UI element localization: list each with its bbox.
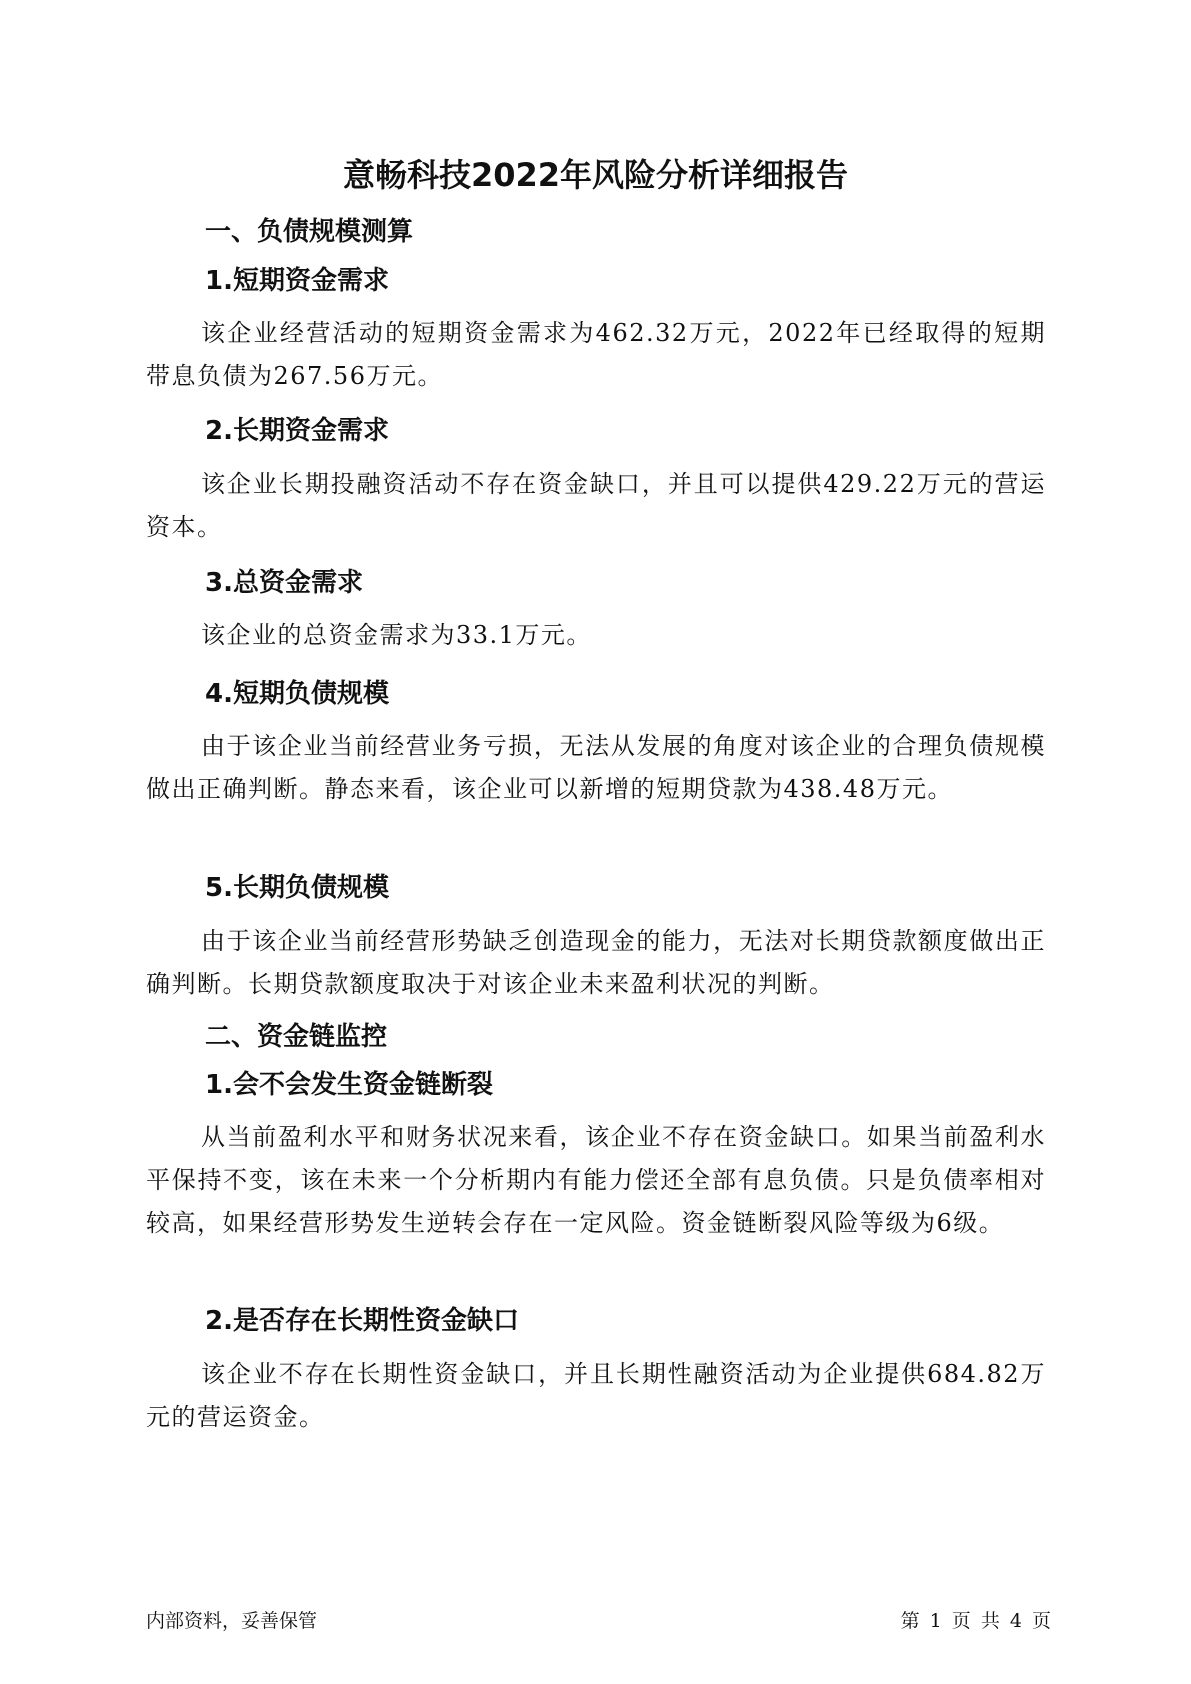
subheading-capital-chain-break: 1.会不会发生资金链断裂: [205, 1070, 493, 1100]
paragraph-short-term-funding: 该企业经营活动的短期资金需求为462.32万元，2022年已经取得的短期带息负债为267.56万元。: [146, 319, 1046, 390]
document-title: 意畅科技2022年风险分析详细报告: [342, 156, 849, 194]
subheading-long-term-liability: 5.长期负债规模: [205, 873, 389, 903]
paragraph-long-term-funding: 该企业长期投融资活动不存在资金缺口，并且可以提供429.22万元的营运资本。: [146, 470, 1046, 541]
subheading-short-term-funding: 1.短期资金需求: [205, 266, 389, 296]
paragraph-long-term-liability: 由于该企业当前经营形势缺乏创造现金的能力，无法对长期贷款额度做出正确判断。长期贷款额度取决于对该企业未来盈利状况的判断。: [146, 927, 1046, 998]
paragraph-total-funding: 该企业的总资金需求为33.1万元。: [201, 621, 592, 649]
footer-confidential-note: 内部资料，妥善保管: [146, 1610, 318, 1632]
subheading-long-term-funding: 2.长期资金需求: [205, 416, 389, 446]
subheading-total-funding: 3.总资金需求: [205, 568, 363, 598]
paragraph-capital-chain-break: 从当前盈利水平和财务状况来看，该企业不存在资金缺口。如果当前盈利水平保持不变，该在未来一个分析期内有能力偿还全部有息负债。只是负债率相对较高，如果经营形势发生逆转会存在一定风险。资金链断裂风险等级为6级。: [146, 1123, 1046, 1237]
subheading-long-term-gap: 2.是否存在长期性资金缺口: [205, 1306, 519, 1336]
footer-page-number: 第 1 页 共 4 页: [900, 1610, 1051, 1632]
section-heading-capital-chain: 二、资金链监控: [205, 1022, 388, 1052]
section-heading-liability-scale: 一、负债规模测算: [205, 217, 414, 247]
subheading-short-term-liability: 4.短期负债规模: [205, 679, 389, 709]
paragraph-short-term-liability: 由于该企业当前经营业务亏损，无法从发展的角度对该企业的合理负债规模做出正确判断。静态来看，该企业可以新增的短期贷款为438.48万元。: [146, 732, 1046, 803]
paragraph-long-term-gap: 该企业不存在长期性资金缺口，并且长期性融资活动为企业提供684.82万元的营运资金。: [146, 1360, 1046, 1431]
